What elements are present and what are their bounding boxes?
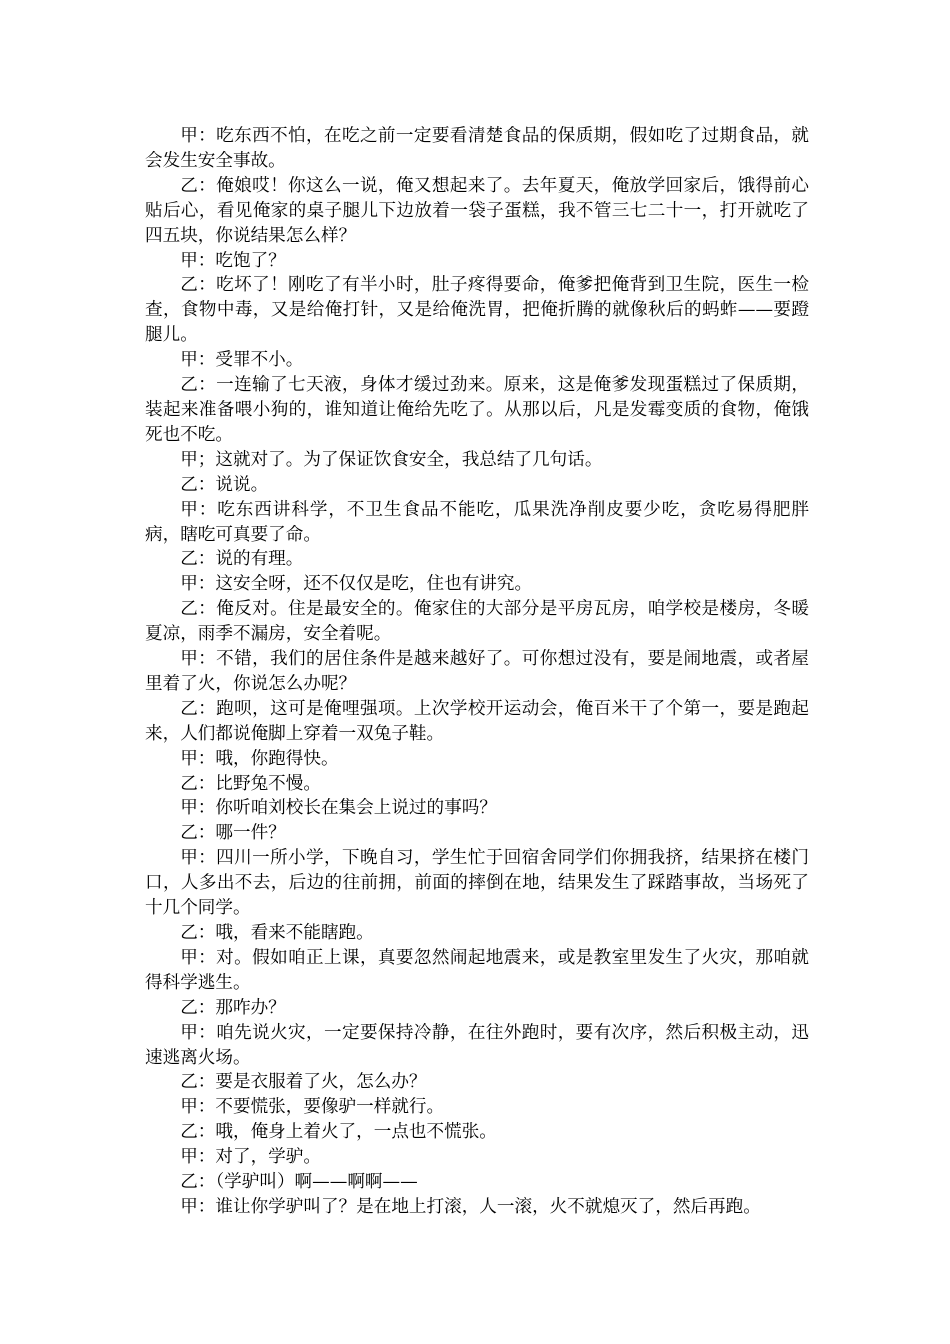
paragraph: 甲：谁让你学驴叫了？是在地上打滚，人一滚，火不就熄灭了，然后再跑。 (180, 1196, 761, 1217)
paragraph: 甲：咱先说火灾，一定要保持冷静，在往外跑时，要有次序，然后积极主动，迅速逃离火场。 (145, 1022, 809, 1068)
paragraph: 乙：一连输了七天液，身体才缓过劲来。原来，这是俺爹发现蛋糕过了保质期，装起来准备喂小狗的，谁知道让俺给先吃了。从那以后，凡是发霉变质的食物，俺饿死也不吃。 (145, 375, 809, 445)
paragraph: 乙：（学驴叫）啊——啊啊—— (180, 1172, 418, 1193)
paragraph: 乙：哪一件？ (180, 823, 286, 844)
paragraph: 甲；这就对了。为了保证饮食安全，我总结了几句话。 (180, 449, 603, 470)
paragraph: 乙：吃坏了！刚吃了有半小时，肚子疼得要命，俺爹把俺背到卫生院，医生一检查，食物中毒，又是给俺打针，又是给俺洗胃，把俺折腾的就像秋后的蚂蚱——要蹬腿儿。 (145, 275, 809, 346)
paragraph: 甲：对了，学驴。 (180, 1147, 321, 1168)
paragraph: 乙：说说。 (180, 474, 269, 495)
paragraph: 乙：那咋办？ (180, 997, 286, 1018)
paragraph: 乙：说的有理。 (180, 549, 304, 570)
paragraph: 乙：哦，俺身上着火了，一点也不慌张。 (180, 1122, 497, 1143)
paragraph: 甲：受罪不小。 (180, 350, 304, 371)
paragraph: 甲：吃东西讲科学，不卫生食品不能吃，瓜果洗净削皮要少吃，贪吃易得肥胖病，瞎吃可真要了命。 (145, 499, 809, 545)
paragraph: 乙：俺娘哎！你这么一说，俺又想起来了。去年夏天，俺放学回家后，饿得前心贴后心，看见俺家的桌子腿儿下边放着一袋子蛋糕，我不管三七二十一，打开就吃了四五块，你说结果怎么样？ (145, 175, 809, 246)
paragraph: 甲：吃饱了？ (180, 250, 286, 271)
paragraph: 乙：哦，看来不能瞎跑。 (180, 923, 374, 943)
paragraph: 甲：你听咱刘校长在集会上说过的事吗？ (180, 798, 497, 819)
paragraph: 乙：俺反对。住是最安全的。俺家住的大部分是平房瓦房，咱学校是楼房，冬暖夏凉，雨季不漏房，安全着呢。 (145, 599, 809, 645)
paragraph: 乙：要是衣服着了火，怎么办？ (180, 1072, 427, 1093)
paragraph: 甲：不错，我们的居住条件是越来越好了。可你想过没有，要是闹地震，或者屋里着了火，你说怎么办呢？ (145, 649, 809, 694)
dialogue-text (145, 124, 809, 1220)
paragraph: 甲：不要慌张，要像驴一样就行。 (180, 1097, 445, 1118)
paragraph: 甲：对。假如咱正上课，真要忽然闹起地震来，或是教室里发生了火灾，那咱就得科学逃生。 (145, 947, 809, 993)
paragraph: 甲：吃东西不怕，在吃之前一定要看清楚食品的保质期，假如吃了过期食品，就会发生安全事故。 (145, 126, 809, 171)
paragraph: 甲：哦，你跑得快。 (180, 748, 339, 769)
paragraph: 甲：这安全呀，还不仅仅是吃，住也有讲究。 (180, 574, 533, 595)
paragraph: 甲：四川一所小学，下晚自习，学生忙于回宿舍同学们你拥我挤，结果挤在楼门口，人多出不去，后边的往前拥，前面的摔倒在地，结果发生了踩踏事故，当场死了十几个同学。 (145, 848, 809, 919)
paragraph: 乙：比野兔不慢。 (180, 773, 321, 794)
paragraph: 乙：跑呗，这可是俺哩强项。上次学校开运动会，俺百米干了个第一，要是跑起来，人们都说俺脚上穿着一双兔子鞋。 (145, 698, 809, 744)
